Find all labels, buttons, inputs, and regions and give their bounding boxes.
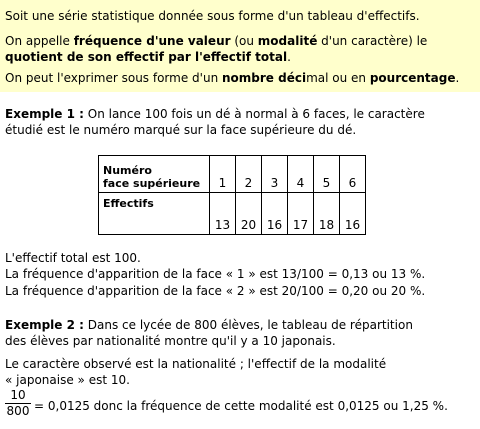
table-row-faces	[99, 156, 366, 193]
observation-text: Le caractère observé est la nationalité ; l'effectif de la modalité	[5, 357, 387, 371]
example1-text: étudié est le numéro marqué sur la face supérieure du dé.	[5, 123, 357, 137]
face-cell: 3	[262, 156, 288, 193]
face-cell: 2	[236, 156, 262, 193]
term-pourcentage: pourcentage	[369, 71, 456, 85]
example1-text: On lance 100 fois un dé à normal à 6 faces, le caractère	[83, 107, 425, 121]
intro-line	[5, 8, 420, 24]
total-line	[5, 250, 141, 266]
term-nombre-decimal: nombre déci	[221, 71, 307, 85]
row-label: Effectifs	[99, 193, 210, 235]
definition-text: .	[287, 50, 291, 64]
expression-text: On peut l'exprimer sous forme d'un	[5, 71, 222, 85]
face-cell: 6	[340, 156, 366, 193]
count-cell: 16	[262, 193, 288, 235]
frequency-text: La fréquence d'apparition de la face « 2 » est 20/100 = 0,20 ou 20 %.	[5, 284, 426, 298]
total-text: L'effectif total est 100.	[5, 251, 141, 265]
definition-text: On appelle	[5, 34, 74, 48]
header-label: face supérieure	[103, 177, 201, 190]
definition-text: (ou	[230, 34, 258, 48]
face-cell: 4	[288, 156, 314, 193]
observation-line-1	[5, 356, 386, 372]
expression-text: mal ou en	[306, 71, 370, 85]
expression-text: .	[455, 71, 460, 85]
observation-line-2	[5, 372, 130, 388]
term-quotient: quotient de son effectif par l'effectif total	[5, 50, 288, 64]
count-cell: 17	[288, 193, 314, 235]
example2-text: Dans ce lycée de 800 élèves, le tableau de répartition	[83, 318, 413, 332]
face-cell: 1	[210, 156, 236, 193]
count-cell: 20	[236, 193, 262, 235]
freq-line-1	[5, 266, 425, 282]
frequency-text: La fréquence d'apparition de la face « 1 » est 13/100 = 0,13 ou 13 %.	[5, 267, 426, 281]
example2-label: Exemple 2 :	[5, 318, 84, 332]
term-frequence: fréquence d'une valeur	[73, 34, 231, 48]
result-line	[34, 398, 448, 414]
definition-line-2	[5, 49, 291, 65]
count-cell: 18	[314, 193, 340, 235]
definition-text: d'un caractère) le	[317, 34, 428, 48]
fraction-numerator: 10	[10, 388, 26, 402]
fraction-denominator: 800	[6, 404, 30, 418]
observation-text: « japonaise » est 10.	[5, 373, 130, 387]
count-cell: 13	[210, 193, 236, 235]
example1-line-2	[5, 122, 356, 138]
term-modalite: modalité	[257, 34, 318, 48]
header-label: Numéro	[103, 164, 152, 177]
count-cell: 16	[340, 193, 366, 235]
example1-label: Exemple 1 :	[5, 107, 84, 121]
table-header-cell	[99, 156, 210, 193]
expression-line	[5, 70, 459, 86]
example2-text: des élèves par nationalité montre qu'il y a 10 japonais.	[5, 334, 336, 348]
example1-line-1	[5, 106, 425, 122]
frequency-table	[98, 155, 366, 235]
freq-line-2	[5, 283, 425, 299]
table-row-counts	[99, 193, 366, 235]
face-cell: 5	[314, 156, 340, 193]
example2-line-1	[5, 317, 413, 333]
fraction	[5, 389, 31, 418]
result-text: = 0,0125 donc la fréquence de cette modalité est 0,0125 ou 1,25 %.	[34, 399, 448, 413]
example2-line-2	[5, 333, 336, 349]
definition-line-1	[5, 33, 427, 49]
intro-text: Soit une série statistique donnée sous forme d'un tableau d'effectifs.	[5, 9, 420, 23]
